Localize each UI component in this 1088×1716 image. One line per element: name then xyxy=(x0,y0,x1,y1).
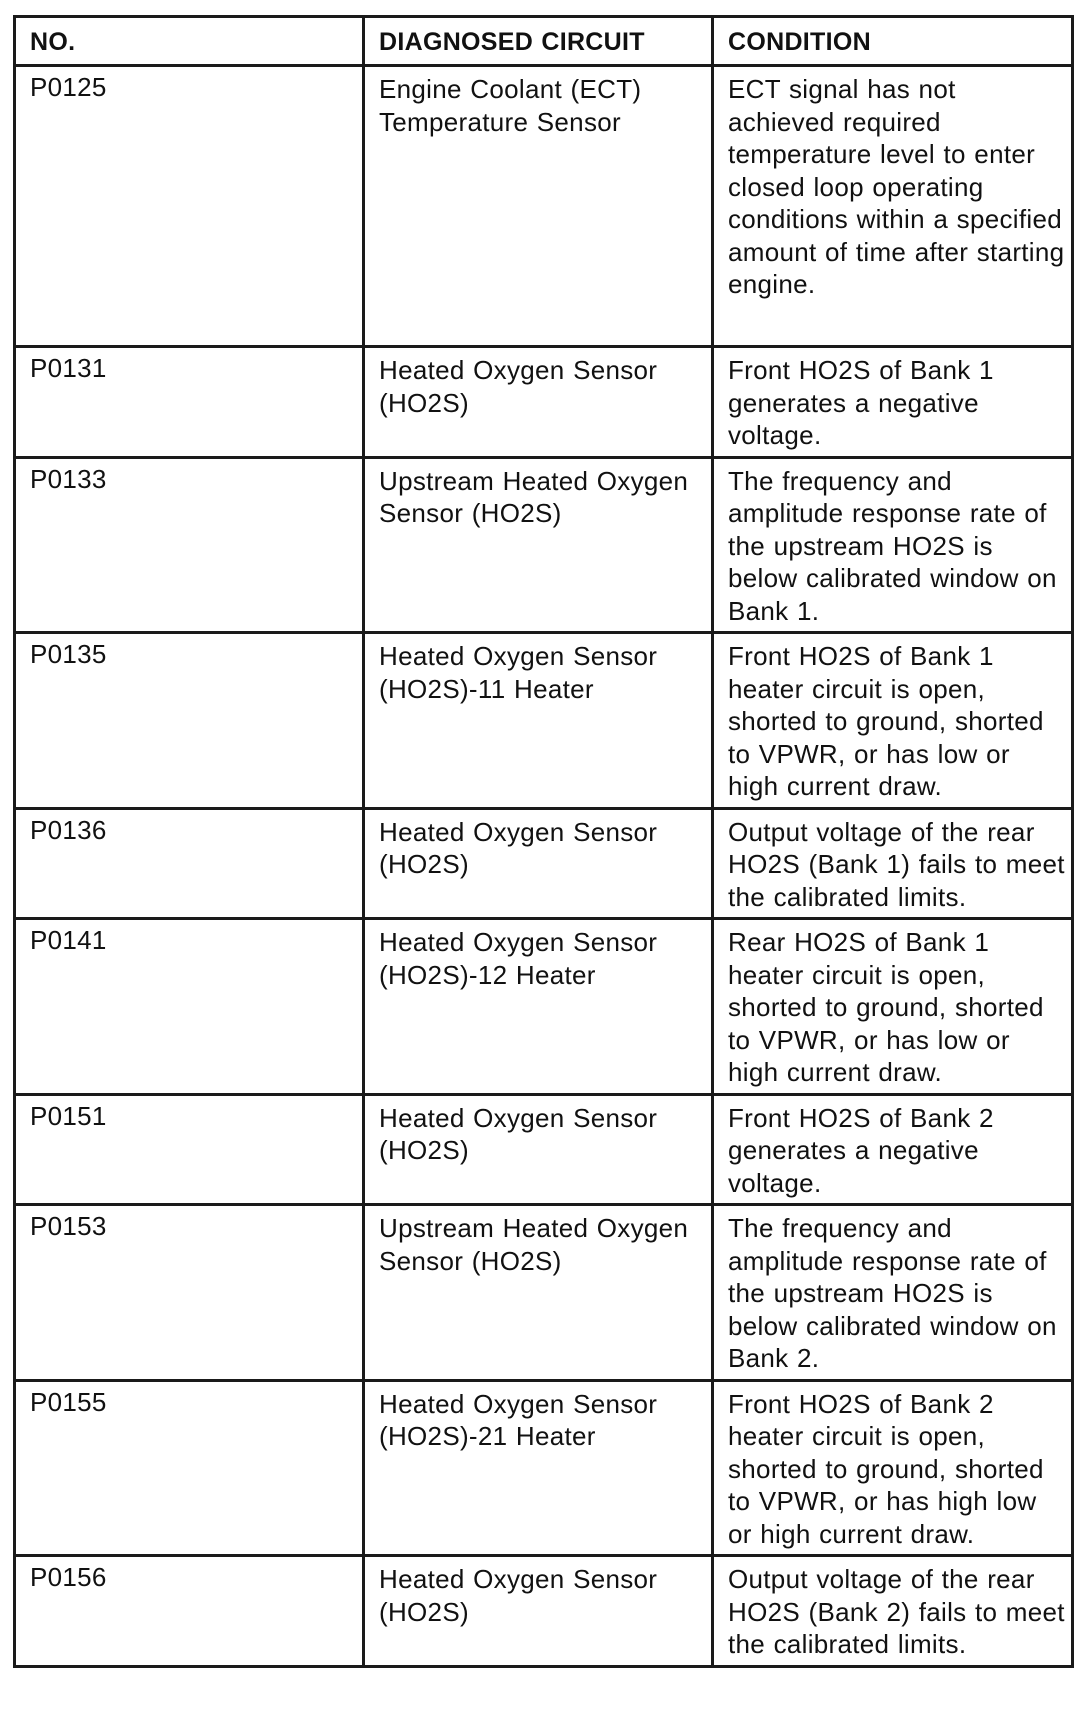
code-cell: P0125 xyxy=(15,66,364,347)
header-row xyxy=(15,17,1073,66)
code-cell: P0136 xyxy=(15,808,364,919)
header-no: NO. xyxy=(15,17,364,66)
circuit-cell: Heated Oxygen Sensor (HO2S) xyxy=(364,1556,713,1667)
condition-cell: Rear HO2S of Bank 1 heater circuit is open, shorted to ground, shorted to VPWR, or has low or high current draw. xyxy=(713,919,1073,1095)
circuit-cell: Heated Oxygen Sensor (HO2S) xyxy=(364,1094,713,1205)
table-row xyxy=(15,347,1073,458)
condition-cell: The frequency and amplitude response rate of the upstream HO2S is below calibrated window on Bank 2. xyxy=(713,1205,1073,1381)
diagnostic-code-table xyxy=(13,15,1074,1668)
header-diagnosed-circuit: DIAGNOSED CIRCUIT xyxy=(364,17,713,66)
table-row xyxy=(15,1380,1073,1556)
code-cell: P0151 xyxy=(15,1094,364,1205)
code-cell: P0131 xyxy=(15,347,364,458)
circuit-cell: Heated Oxygen Sensor (HO2S)-21 Heater xyxy=(364,1380,713,1556)
condition-cell: The frequency and amplitude response rate of the upstream HO2S is below calibrated window on Bank 1. xyxy=(713,457,1073,633)
code-cell: P0155 xyxy=(15,1380,364,1556)
condition-cell: Output voltage of the rear HO2S (Bank 2) fails to meet the calibrated limits. xyxy=(713,1556,1073,1667)
circuit-cell: Engine Coolant (ECT) Temperature Sensor xyxy=(364,66,713,347)
code-cell: P0141 xyxy=(15,919,364,1095)
circuit-cell: Heated Oxygen Sensor (HO2S) xyxy=(364,808,713,919)
circuit-cell: Upstream Heated Oxygen Sensor (HO2S) xyxy=(364,457,713,633)
code-cell: P0156 xyxy=(15,1556,364,1667)
condition-cell: Front HO2S of Bank 2 generates a negative voltage. xyxy=(713,1094,1073,1205)
table-row xyxy=(15,457,1073,633)
circuit-cell: Heated Oxygen Sensor (HO2S)-12 Heater xyxy=(364,919,713,1095)
circuit-cell: Heated Oxygen Sensor (HO2S)-11 Heater xyxy=(364,633,713,809)
code-cell: P0133 xyxy=(15,457,364,633)
table-row xyxy=(15,1205,1073,1381)
code-cell: P0135 xyxy=(15,633,364,809)
table-row xyxy=(15,1556,1073,1667)
table-row xyxy=(15,919,1073,1095)
condition-cell: ECT signal has not achieved required temperature level to enter closed loop operating conditions within a specified amount of time after starting engine. xyxy=(713,66,1073,347)
condition-cell: Front HO2S of Bank 1 generates a negative voltage. xyxy=(713,347,1073,458)
header-condition: CONDITION xyxy=(713,17,1073,66)
condition-cell: Front HO2S of Bank 2 heater circuit is open, shorted to ground, shorted to VPWR, or has high low or high current draw. xyxy=(713,1380,1073,1556)
circuit-cell: Upstream Heated Oxygen Sensor (HO2S) xyxy=(364,1205,713,1381)
table-row xyxy=(15,66,1073,347)
table-body xyxy=(15,66,1073,1667)
table-row xyxy=(15,1094,1073,1205)
code-cell: P0153 xyxy=(15,1205,364,1381)
condition-cell: Output voltage of the rear HO2S (Bank 1) fails to meet the calibrated limits. xyxy=(713,808,1073,919)
table-row xyxy=(15,808,1073,919)
condition-cell: Front HO2S of Bank 1 heater circuit is open, shorted to ground, shorted to VPWR, or has low or high current draw. xyxy=(713,633,1073,809)
table-row xyxy=(15,633,1073,809)
circuit-cell: Heated Oxygen Sensor (HO2S) xyxy=(364,347,713,458)
table-header xyxy=(15,17,1073,66)
